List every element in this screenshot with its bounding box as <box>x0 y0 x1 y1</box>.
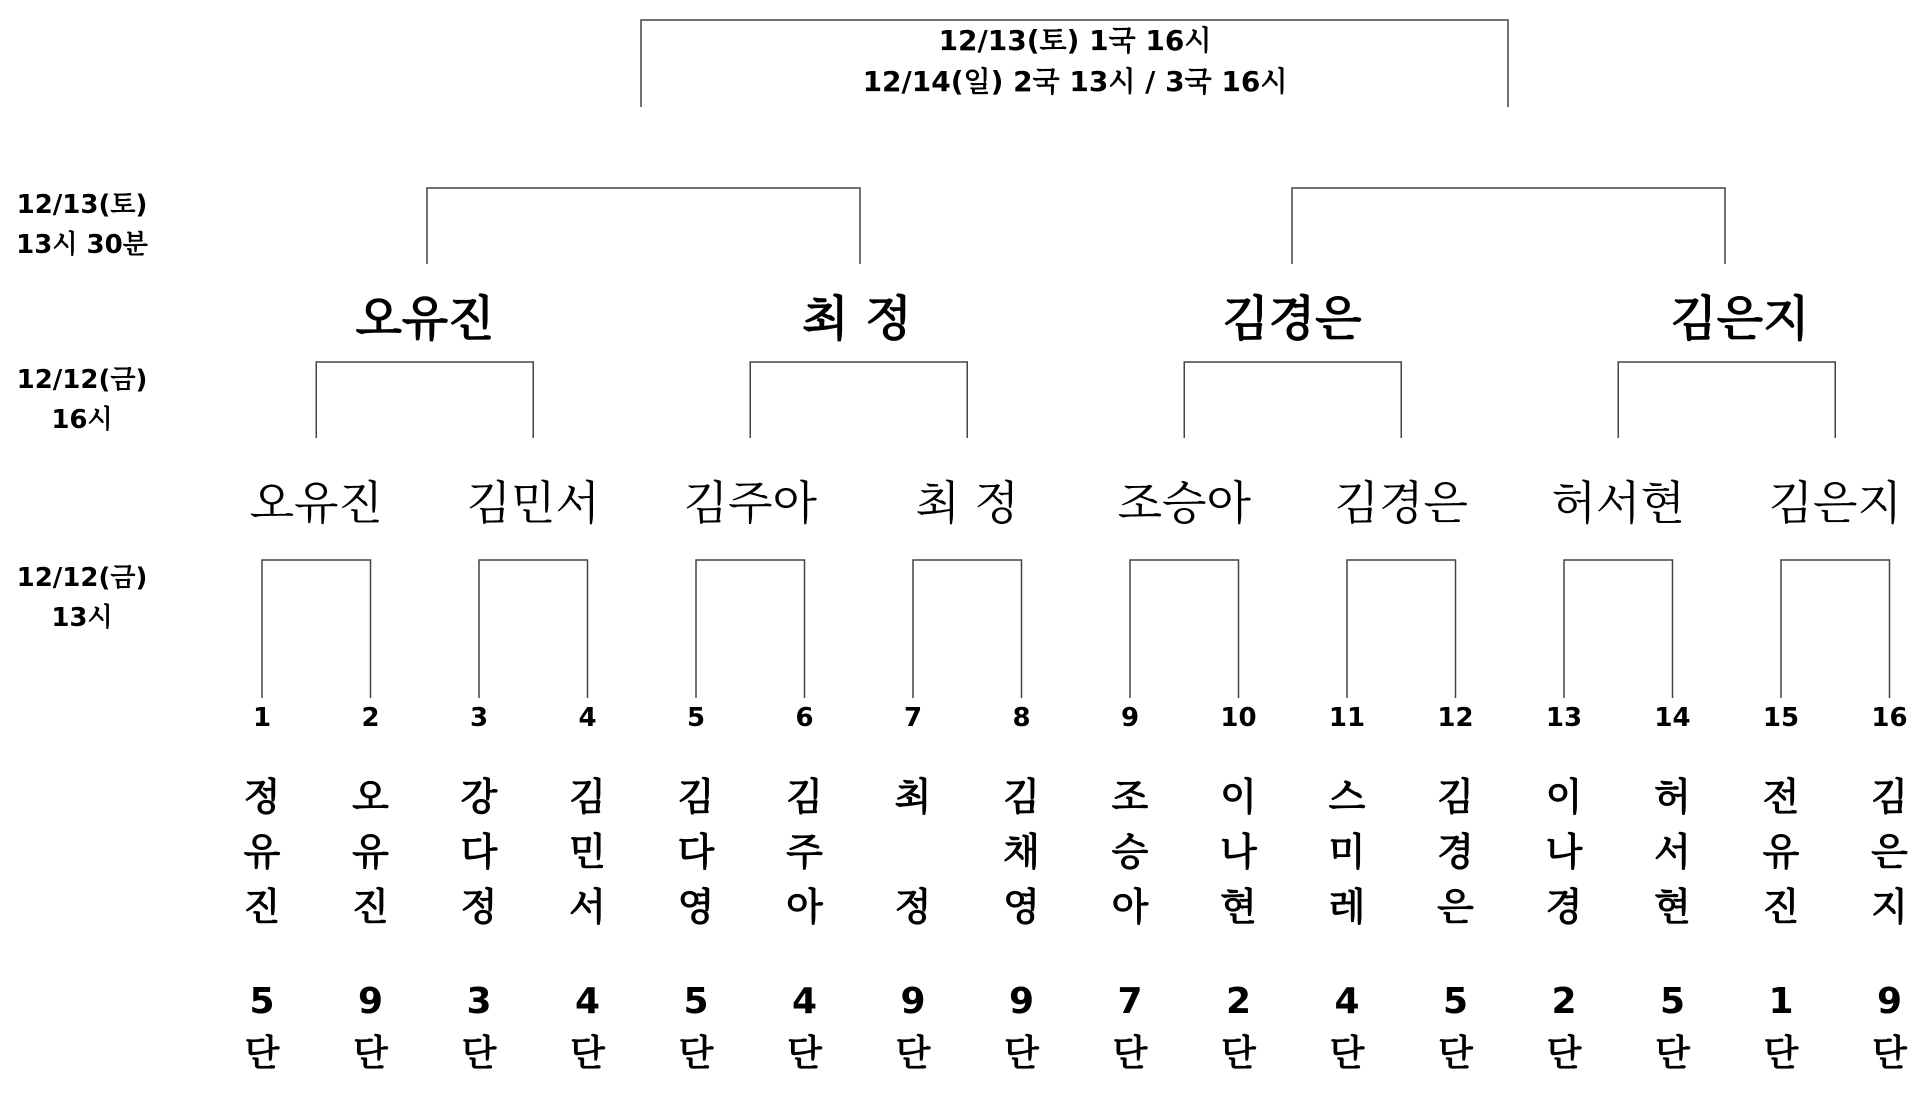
quarterfinal-time: 16시 <box>51 405 113 435</box>
player-rank <box>1317 976 1377 1080</box>
player-name-char: 현 <box>1220 885 1257 929</box>
player-name-char: 미 <box>1328 830 1366 874</box>
player-name-char: 전 <box>1762 775 1800 819</box>
player-name-char: 김 <box>677 775 715 819</box>
player-name-char: 김 <box>1437 775 1474 819</box>
player-name-char: 이 <box>1220 775 1257 819</box>
player-rank-char: 단 <box>1763 1033 1799 1074</box>
player-name <box>232 770 292 935</box>
player-rank-char: 5 <box>683 981 709 1022</box>
first-round-bracket-4 <box>913 560 1022 698</box>
first-round-bracket-2 <box>479 560 588 698</box>
player-name-char: 유 <box>352 830 389 874</box>
player-name-char: 김 <box>786 775 823 819</box>
seed-number: 13 <box>1545 703 1583 733</box>
player-name-char: 다 <box>460 830 498 874</box>
seed-number: 6 <box>795 703 814 733</box>
player-rank-char: 5 <box>1442 981 1469 1022</box>
player-rank <box>1751 976 1811 1080</box>
player-name-char: 채 <box>1003 830 1040 874</box>
semifinal-bracket-left <box>427 188 860 264</box>
player-name <box>1643 770 1703 935</box>
semifinal-bracket-right <box>1292 188 1725 264</box>
player-name-char: 진 <box>243 885 281 929</box>
player-name <box>666 770 726 935</box>
final-schedule-line-1: 12/13(토) 1국 16시 <box>938 24 1212 57</box>
player-name-char: 승 <box>1111 830 1149 874</box>
player-rank-char: 단 <box>678 1033 714 1074</box>
player-rank-char: 단 <box>1112 1033 1148 1074</box>
quarterfinal-bracket-1 <box>316 362 533 438</box>
player-rank <box>666 976 726 1080</box>
first-round-bracket-6 <box>1347 560 1456 698</box>
player-rank-char: 단 <box>353 1033 388 1074</box>
player-name-char: 은 <box>1437 885 1474 929</box>
quarterfinalist-name: 허서현 <box>1551 476 1685 530</box>
player-name-char: 진 <box>352 885 389 929</box>
quarterfinalist-name: 김민서 <box>466 476 600 530</box>
player-name-char <box>883 825 943 880</box>
player-rank-char: 4 <box>1334 981 1360 1022</box>
player-rank-char: 4 <box>791 981 818 1022</box>
quarterfinal-bracket-3 <box>1184 362 1401 438</box>
player-name-char: 지 <box>1871 885 1908 929</box>
player-rank-char: 9 <box>1008 981 1035 1022</box>
player-name <box>1860 770 1920 935</box>
player-name <box>883 770 943 935</box>
player-rank <box>1209 976 1269 1080</box>
player-name <box>1317 770 1377 935</box>
player-name <box>1100 770 1160 935</box>
player-name-char: 유 <box>1762 830 1800 874</box>
first-round-bracket-7 <box>1564 560 1673 698</box>
player-name-char: 서 <box>1654 830 1691 874</box>
player-rank-char: 단 <box>1004 1033 1039 1074</box>
seed-number: 14 <box>1654 703 1691 733</box>
player-rank-char: 단 <box>1655 1033 1690 1074</box>
quarterfinalist-name: 김은지 <box>1768 476 1902 530</box>
player-rank <box>558 976 618 1080</box>
player-name-char: 아 <box>1111 885 1149 929</box>
seed-number: 9 <box>1120 703 1140 733</box>
player-rank-char: 단 <box>1221 1033 1256 1074</box>
quarterfinalist-name: 최 정 <box>915 476 1019 530</box>
first-round-date: 12/12(금) <box>16 563 148 593</box>
quarterfinal-bracket-2 <box>750 362 967 438</box>
seed-number: 16 <box>1871 703 1908 733</box>
player-name-char: 김 <box>1003 775 1040 819</box>
quarterfinal-bracket-4 <box>1618 362 1835 438</box>
player-rank <box>883 976 943 1080</box>
player-name <box>775 770 835 935</box>
first-round-time: 13시 <box>51 603 113 633</box>
player-rank-char: 단 <box>787 1033 822 1074</box>
first-round-bracket-5 <box>1130 560 1239 698</box>
seed-number: 3 <box>469 703 489 733</box>
player-rank <box>232 976 292 1080</box>
player-name-char: 영 <box>677 885 715 929</box>
player-name-char: 최 <box>894 775 932 819</box>
quarterfinalist-name: 오유진 <box>249 476 383 530</box>
player-rank-char: 9 <box>900 981 926 1022</box>
player-rank <box>775 976 835 1080</box>
player-rank-char: 단 <box>1546 1033 1582 1074</box>
seed-number: 8 <box>1012 703 1031 733</box>
player-rank-char: 단 <box>244 1033 280 1074</box>
player-name-char: 아 <box>786 885 823 929</box>
player-name-char: 나 <box>1220 830 1257 874</box>
semifinalist-name: 김은지 <box>1670 291 1810 347</box>
player-rank-char: 단 <box>461 1033 497 1074</box>
player-name-char: 레 <box>1328 885 1366 929</box>
player-name-char: 은 <box>1871 830 1908 874</box>
player-rank-char: 단 <box>1872 1033 1907 1074</box>
player-name-char: 김 <box>569 775 606 819</box>
player-rank-char: 2 <box>1551 981 1577 1022</box>
seed-number: 15 <box>1762 703 1800 733</box>
player-name-char: 경 <box>1545 885 1583 929</box>
player-rank <box>341 976 401 1080</box>
semifinal-date: 12/13(토) <box>16 190 148 220</box>
seed-number: 12 <box>1437 703 1474 733</box>
player-name-char: 민 <box>569 830 606 874</box>
player-name <box>558 770 618 935</box>
player-name-char: 현 <box>1654 885 1691 929</box>
semifinal-time: 13시 30분 <box>16 230 148 260</box>
player-rank-char: 단 <box>1329 1033 1365 1074</box>
seed-number: 11 <box>1328 703 1366 733</box>
player-name-char: 정 <box>243 775 281 819</box>
player-rank-char: 5 <box>1659 981 1686 1022</box>
player-rank <box>449 976 509 1080</box>
first-round-bracket-3 <box>696 560 805 698</box>
final-schedule-line-2: 12/14(일) 2국 13시 / 3국 16시 <box>862 65 1288 98</box>
player-name <box>1426 770 1486 935</box>
player-rank-char: 9 <box>1876 981 1903 1022</box>
final-schedule <box>640 20 1510 102</box>
player-name <box>1209 770 1269 935</box>
player-rank <box>1534 976 1594 1080</box>
player-name <box>1534 770 1594 935</box>
player-name-char: 이 <box>1545 775 1583 819</box>
semifinalist-name: 오유진 <box>355 291 495 347</box>
player-rank-char: 단 <box>895 1033 931 1074</box>
player-name-char: 스 <box>1328 775 1366 819</box>
player-rank <box>1426 976 1486 1080</box>
quarterfinal-round-label <box>0 360 164 440</box>
player-name <box>449 770 509 935</box>
player-rank-char: 9 <box>357 981 384 1022</box>
player-rank-char: 5 <box>249 981 275 1022</box>
player-rank-char: 2 <box>1225 981 1252 1022</box>
player-rank <box>992 976 1052 1080</box>
player-name-char: 영 <box>1003 885 1040 929</box>
player-name-char: 다 <box>677 830 715 874</box>
player-name <box>1751 770 1811 935</box>
player-name-char: 나 <box>1545 830 1583 874</box>
first-round-bracket-8 <box>1781 560 1890 698</box>
seed-number: 10 <box>1220 703 1257 733</box>
player-name-char: 정 <box>460 885 498 929</box>
player-rank-char: 1 <box>1768 981 1794 1022</box>
player-name <box>341 770 401 935</box>
player-name-char: 경 <box>1437 830 1474 874</box>
quarterfinal-date: 12/12(금) <box>16 365 148 395</box>
player-name <box>992 770 1052 935</box>
first-round-label <box>0 558 164 638</box>
quarterfinalist-name: 김경은 <box>1334 476 1468 530</box>
seed-number: 5 <box>686 703 706 733</box>
seed-number: 7 <box>903 703 923 733</box>
semifinalist-name: 최 정 <box>802 291 912 347</box>
player-name-char: 정 <box>894 885 932 929</box>
player-rank-char: 7 <box>1117 981 1143 1022</box>
semifinalist-name: 김경은 <box>1222 291 1362 347</box>
player-rank-char: 단 <box>570 1033 605 1074</box>
player-rank <box>1100 976 1160 1080</box>
quarterfinalist-name: 김주아 <box>683 476 817 530</box>
player-rank-char: 3 <box>466 981 492 1022</box>
player-name-char: 조 <box>1111 775 1149 819</box>
player-name-char: 허 <box>1654 775 1691 819</box>
player-name-char: 김 <box>1871 775 1908 819</box>
player-rank <box>1643 976 1703 1080</box>
player-rank-char: 4 <box>574 981 601 1022</box>
player-rank-char: 단 <box>1438 1033 1473 1074</box>
player-rank <box>1860 976 1920 1080</box>
player-name-char: 주 <box>786 830 823 874</box>
seed-number: 2 <box>361 703 380 733</box>
player-name-char: 서 <box>569 885 606 929</box>
player-name-char: 강 <box>460 775 498 819</box>
player-name-char: 진 <box>1762 885 1800 929</box>
seed-number: 1 <box>252 703 272 733</box>
player-name-char: 오 <box>352 775 389 819</box>
quarterfinalist-name: 조승아 <box>1117 476 1251 530</box>
seed-number: 4 <box>578 703 597 733</box>
player-name-char: 유 <box>243 830 281 874</box>
semifinal-round-label <box>0 185 164 265</box>
first-round-bracket-1 <box>262 560 371 698</box>
